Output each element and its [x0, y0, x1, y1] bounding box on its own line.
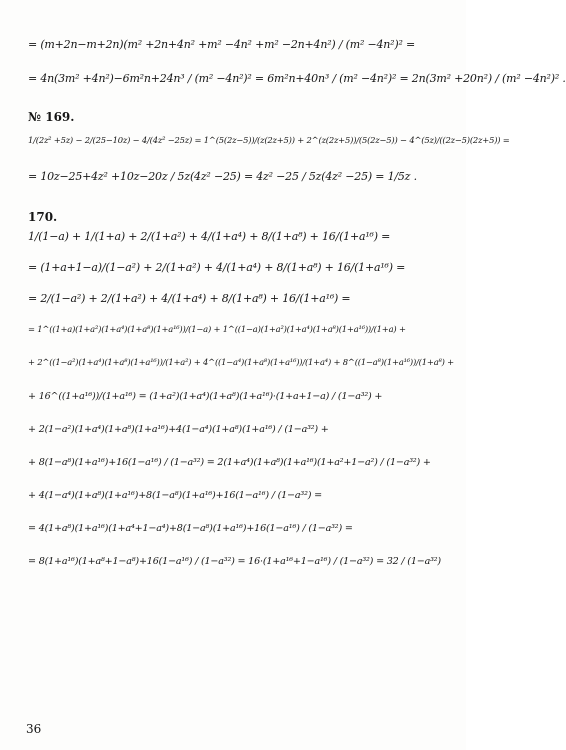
equation-line: = 2/(1−a²) + 2/(1+a²) + 4/(1+a⁴) + 8/(1+a⁸) + 16/(1+a¹⁶) = [28, 292, 351, 305]
equation-line: = 8(1+a¹⁶)(1+a⁸+1−a⁸)+16(1−a¹⁶) / (1−a³²) = 16·(1+a¹⁶+1−a¹⁶) / (1−a³²) = 32 / (1−a³²) [28, 556, 441, 567]
equation-line: 1/(2z² +5z) − 2/(25−10z) − 4/(4z² −25z) = 1^(5(2z−5))/(z(2z+5)) + 2^(z(2z+5))/(5(2z−5)) − 4^(5z)/((2z−5)(2z+5)) = [28, 135, 510, 145]
equation-line: + 16^((1+a¹⁶))/(1+a¹⁶) = (1+a²)(1+a⁴)(1+a⁸)(1+a¹⁶)·(1+a+1−a) / (1−a³²) + [28, 391, 383, 402]
equation-line: = (1+a+1−a)/(1−a²) + 2/(1+a²) + 4/(1+a⁴) + 8/(1+a⁸) + 16/(1+a¹⁶) = [28, 261, 406, 274]
equation-line: = 10z−25+4z² +10z−20z / 5z(4z² −25) = 4z² −25 / 5z(4z² −25) = 1/5z . [28, 170, 417, 183]
equation-line: + 4(1−a⁴)(1+a⁸)(1+a¹⁶)+8(1−a⁸)(1+a¹⁶)+16(1−a¹⁶) / (1−a³²) = [28, 490, 322, 501]
equation-line: 1/(1−a) + 1/(1+a) + 2/(1+a²) + 4/(1+a⁴) + 8/(1+a⁸) + 16/(1+a¹⁶) = [28, 230, 391, 243]
equation-line: + 2^((1−a²)(1+a⁴)(1+a⁸)(1+a¹⁶))/(1+a²) + 4^((1−a⁴)(1+a⁸)(1+a¹⁶))/(1+a⁴) + 8^((1−a⁸)(1+a¹⁶))/(1+a⁸) + [28, 357, 454, 367]
problem-170-heading: 170. [28, 210, 58, 224]
page-number: 36 [26, 722, 42, 736]
equation-line: = 4(1+a⁸)(1+a¹⁶)(1+a⁴+1−a⁴)+8(1−a⁸)(1+a¹⁶)+16(1−a¹⁶) / (1−a³²) = [28, 523, 353, 534]
equation-line: = (m+2n−m+2n)(m² +2n+4n² +m² −4n² +m² −2n+4n²) / (m² −4n²)² = [28, 38, 415, 51]
equation-line: + 2(1−a²)(1+a⁴)(1+a⁸)(1+a¹⁶)+4(1−a⁴)(1+a⁸)(1+a¹⁶) / (1−a³²) + [28, 424, 329, 435]
equation-line: = 4n(3m² +4n²)−6m²n+24n³ / (m² −4n²)² = 6m²n+40n³ / (m² −4n²)² = 2n(3m² +20n²) / (m² −4n²)² . [28, 72, 566, 85]
equation-line: = 1^((1+a)(1+a²)(1+a⁴)(1+a⁸)(1+a¹⁶))/(1−a) + 1^((1−a)(1+a²)(1+a⁴)(1+a⁸)(1+a¹⁶))/(1+a) + [28, 324, 406, 334]
equation-line: + 8(1−a⁸)(1+a¹⁶)+16(1−a¹⁶) / (1−a³²) = 2(1+a⁴)(1+a⁸)(1+a¹⁶)(1+a²+1−a²) / (1−a³²) + [28, 457, 431, 468]
problem-169-heading: № 169. [28, 110, 75, 124]
